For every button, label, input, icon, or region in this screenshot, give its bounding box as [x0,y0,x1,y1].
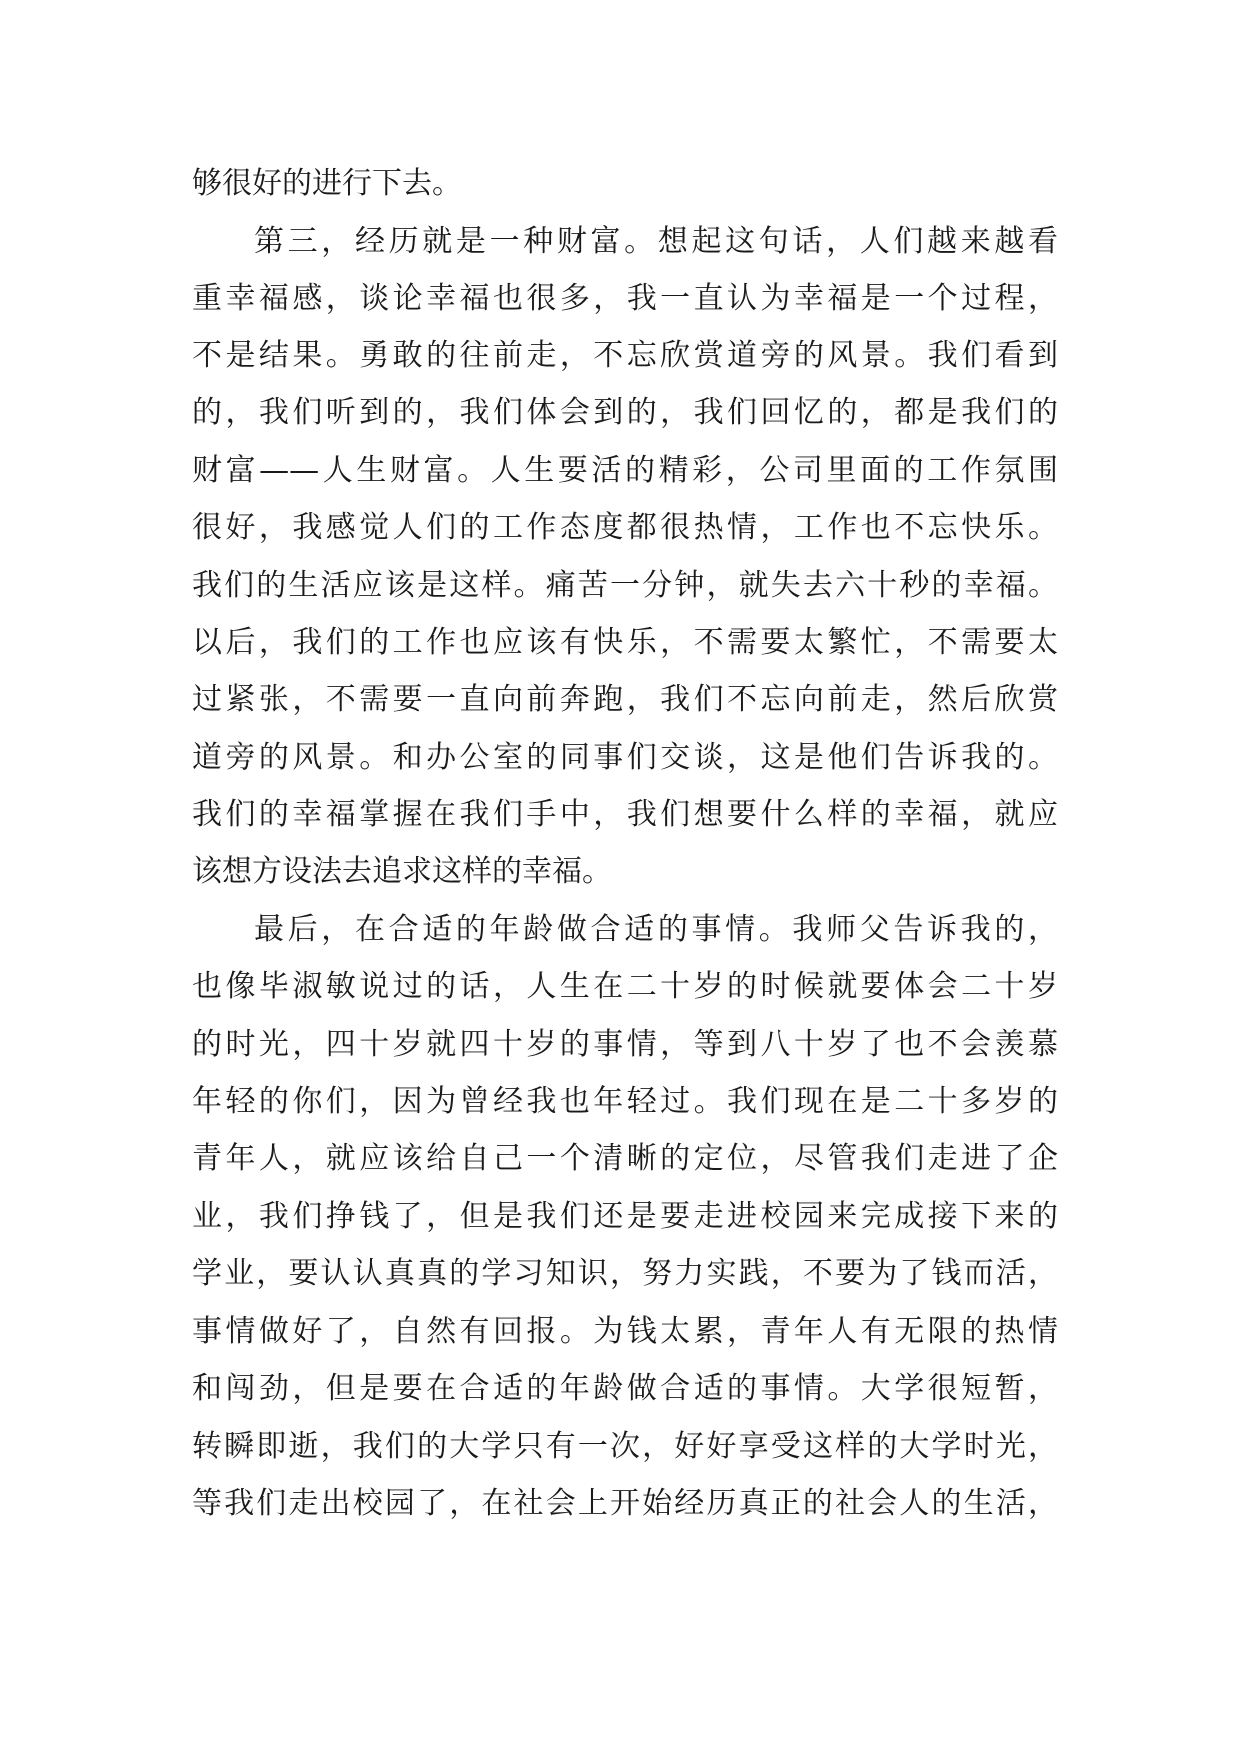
paragraph-start-line: 第三，经历就是一种财富。想起这句话，人们越来越看 [254,224,1058,259]
text-line: 不是结果。勇敢的往前走，不忘欣赏道旁的风景。我们看到 [192,338,1058,373]
text-line: 事情做好了，自然有回报。为钱太累，青年人有无限的热情 [192,1314,1058,1349]
text-line: 过紧张，不需要一直向前奔跑，我们不忘向前走，然后欣赏 [192,682,1058,717]
text-line: 年轻的你们，因为曾经我也年轻过。我们现在是二十多岁的 [192,1084,1058,1119]
text-line: 以后，我们的工作也应该有快乐，不需要太繁忙，不需要太 [192,625,1058,660]
text-line: 业，我们挣钱了，但是我们还是要走进校园来完成接下来的 [192,1199,1058,1234]
text-line: 财富——人生财富。人生要活的精彩，公司里面的工作氛围 [192,453,1058,488]
text-line: 我们的生活应该是这样。痛苦一分钟，就失去六十秒的幸福。 [192,568,1058,603]
text-line: 重幸福感，谈论幸福也很多，我一直认为幸福是一个过程， [192,281,1058,316]
text-line: 等我们走出校园了，在社会上开始经历真正的社会人的生活， [192,1486,1058,1521]
text-line: 转瞬即逝，我们的大学只有一次，好好享受这样的大学时光， [192,1429,1058,1464]
text-line: 的，我们听到的，我们体会到的，我们回忆的，都是我们的 [192,395,1058,430]
text-line: 和闯劲，但是要在合适的年龄做合适的事情。大学很短暂， [192,1371,1058,1406]
text-line: 该想方设法去追求这样的幸福。 [192,854,612,889]
text-line: 学业，要认认真真的学习知识，努力实践，不要为了钱而活， [192,1256,1058,1291]
text-line: 很好，我感觉人们的工作态度都很热情，工作也不忘快乐。 [192,510,1058,545]
text-line: 青年人，就应该给自己一个清晰的定位，尽管我们走进了企 [192,1141,1058,1176]
paragraph-start-line: 最后，在合适的年龄做合适的事情。我师父告诉我的， [254,912,1058,947]
text-line: 道旁的风景。和办公室的同事们交谈，这是他们告诉我的。 [192,740,1058,775]
text-line: 够很好的进行下去。 [192,166,462,201]
text-line: 的时光，四十岁就四十岁的事情，等到八十岁了也不会羡慕 [192,1027,1058,1062]
text-line: 也像毕淑敏说过的话，人生在二十岁的时候就要体会二十岁 [192,969,1058,1004]
text-line: 我们的幸福掌握在我们手中，我们想要什么样的幸福，就应 [192,797,1058,832]
